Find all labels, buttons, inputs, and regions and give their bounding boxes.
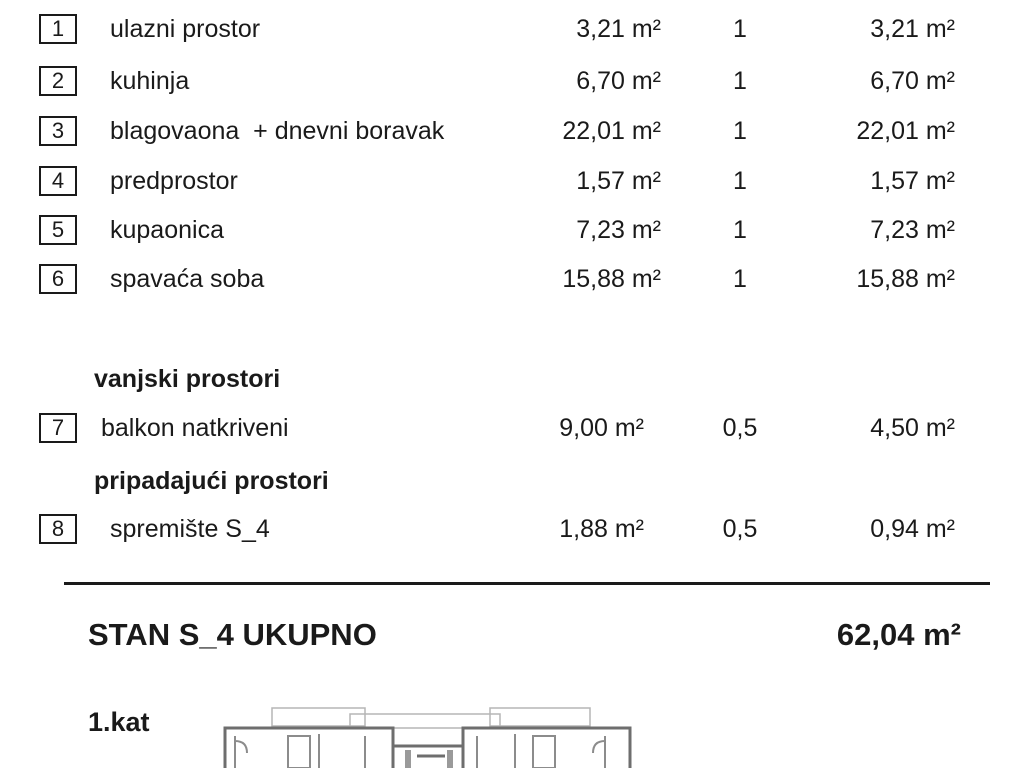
room-row-6 — [0, 264, 1024, 298]
room-name: spremište S_4 — [110, 515, 270, 543]
room-row-1 — [0, 14, 1024, 48]
room-area: 1,57 m² — [576, 167, 661, 195]
room-coefficient: 1 — [733, 15, 747, 43]
room-number-box: 2 — [39, 66, 77, 96]
room-number-box: 7 — [39, 413, 77, 443]
room-name: blagovaona + dnevni boravak — [110, 117, 445, 145]
room-row-2 — [0, 66, 1024, 100]
floor-label: 1.kat — [88, 707, 150, 737]
room-name: ulazni prostor — [110, 15, 261, 43]
room-row-8 — [0, 514, 1024, 548]
room-total: 0,94 m² — [870, 515, 955, 543]
room-area: 22,01 m² — [562, 117, 661, 145]
room-name: predprostor — [110, 167, 238, 195]
room-total: 7,23 m² — [870, 216, 955, 244]
room-total: 4,50 m² — [870, 414, 955, 442]
room-coefficient: 0,5 — [722, 414, 758, 442]
room-area: 6,70 m² — [576, 67, 661, 95]
room-coefficient: 1 — [733, 117, 747, 145]
room-row-4 — [0, 166, 1024, 200]
room-name: kuhinja — [110, 67, 190, 95]
room-name: balkon natkriveni — [101, 414, 289, 442]
outdoor-heading: vanjski prostori — [94, 365, 281, 393]
room-number-box: 3 — [39, 116, 77, 146]
room-area: 9,00 m² — [559, 414, 644, 442]
room-number-box: 1 — [39, 14, 77, 44]
room-coefficient: 0,5 — [722, 515, 758, 543]
room-coefficient: 1 — [733, 67, 747, 95]
summary-value: 62,04 m² — [836, 617, 961, 652]
room-number-box: 5 — [39, 215, 77, 245]
room-total: 6,70 m² — [870, 67, 955, 95]
room-number-box: 8 — [39, 514, 77, 544]
room-coefficient: 1 — [733, 216, 747, 244]
summary-divider — [64, 582, 990, 585]
room-total: 3,21 m² — [870, 15, 955, 43]
room-coefficient: 1 — [733, 167, 747, 195]
room-coefficient: 1 — [733, 265, 747, 293]
room-total: 1,57 m² — [870, 167, 955, 195]
room-row-3 — [0, 116, 1024, 150]
room-row-7 — [0, 413, 1024, 447]
room-name: spavaća soba — [110, 265, 265, 293]
room-name: kupaonica — [110, 216, 224, 244]
room-area: 3,21 m² — [576, 15, 661, 43]
room-area: 7,23 m² — [576, 216, 661, 244]
room-number-box: 6 — [39, 264, 77, 294]
belonging-heading: pripadajući prostori — [94, 467, 329, 495]
room-number-box: 4 — [39, 166, 77, 196]
room-area: 15,88 m² — [562, 265, 661, 293]
room-total: 15,88 m² — [856, 265, 955, 293]
room-area: 1,88 m² — [559, 515, 644, 543]
room-total: 22,01 m² — [856, 117, 955, 145]
floor-plan-drawing — [215, 706, 635, 768]
room-row-5 — [0, 215, 1024, 249]
summary-label: STAN S_4 UKUPNO — [88, 617, 377, 652]
